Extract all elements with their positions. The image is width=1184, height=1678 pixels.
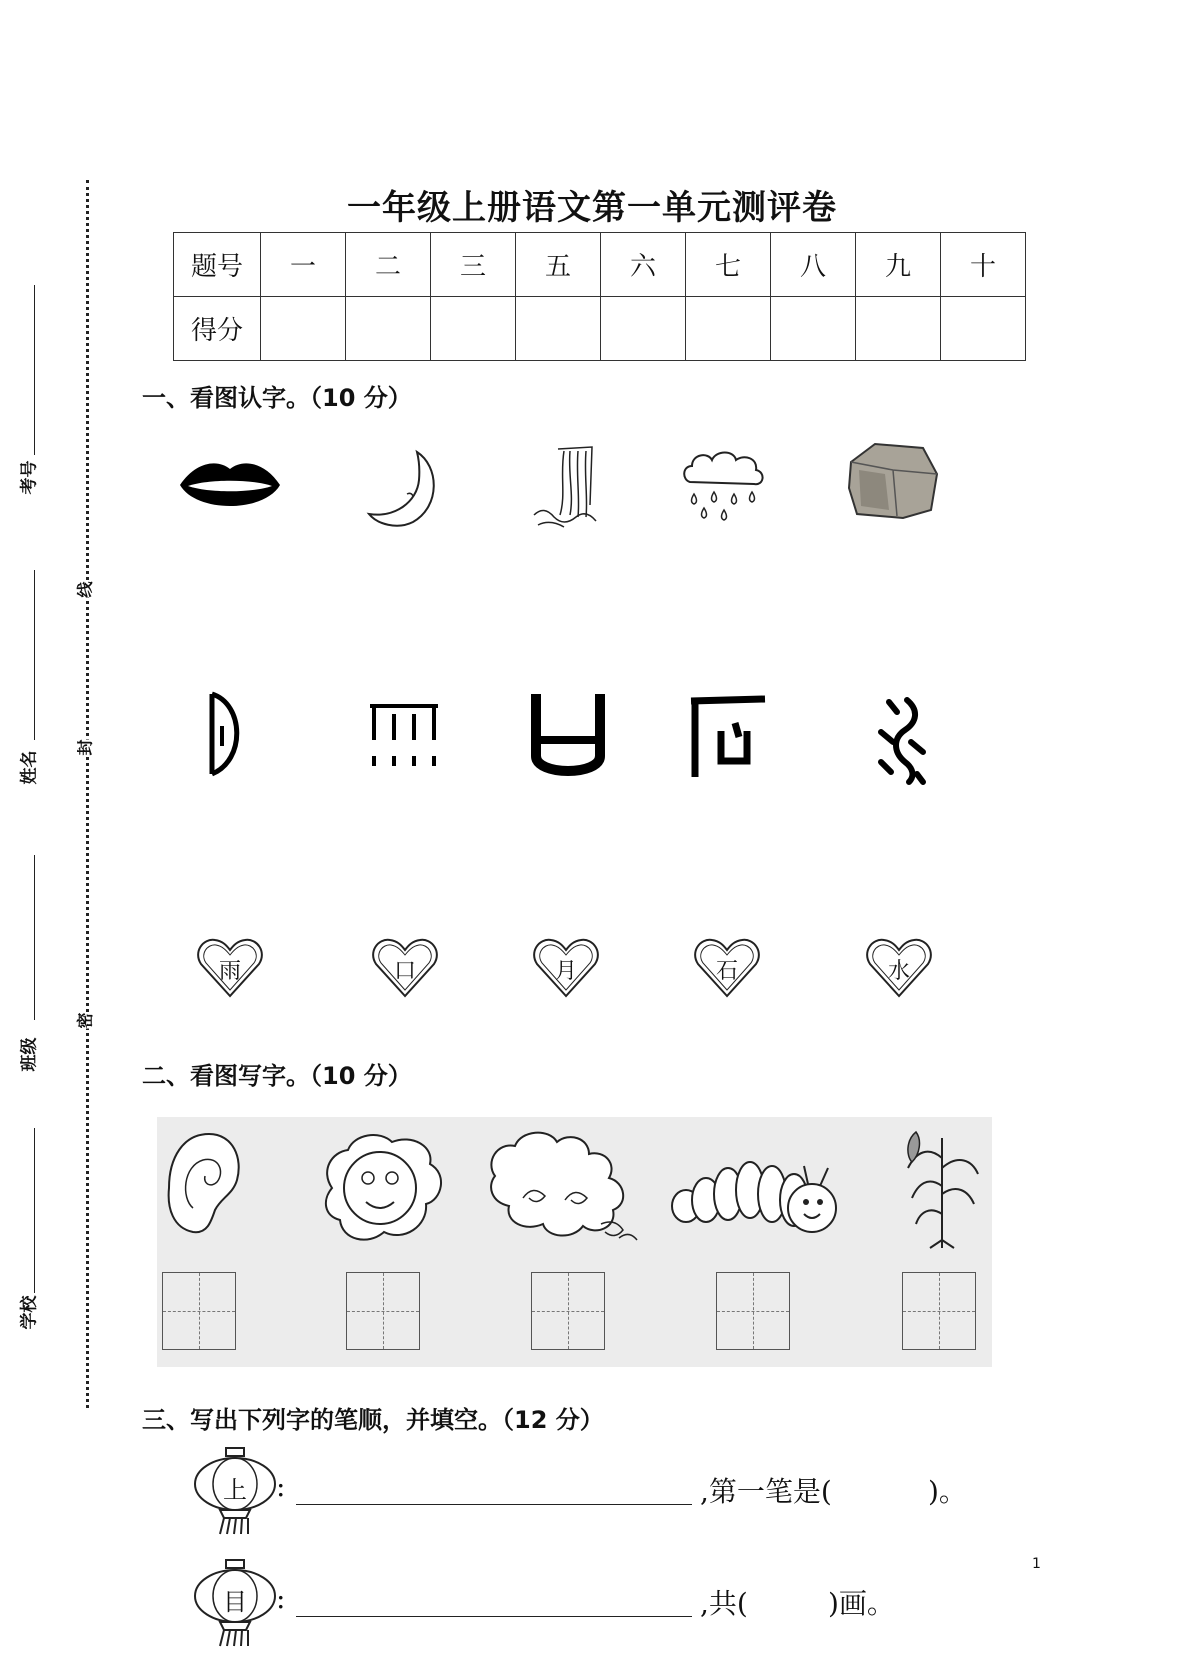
- colon: :: [276, 1582, 286, 1615]
- score-header-cell: 三: [431, 233, 516, 297]
- lantern-char: 上: [223, 1476, 247, 1504]
- heart-card-rain[interactable]: [197, 938, 263, 998]
- section3-heading: 三、写出下列字的笔顺，并填空。（12 分）: [142, 1406, 604, 1434]
- lantern-char: 目: [223, 1588, 247, 1616]
- score-header-cell: 二: [346, 233, 431, 297]
- score-header-cell: 九: [856, 233, 941, 297]
- heart-char: 雨: [218, 959, 241, 984]
- page-number: 1: [1032, 1556, 1041, 1572]
- heart-card-stone[interactable]: [694, 938, 760, 998]
- mouth-icon: [178, 455, 282, 519]
- name-line: [34, 570, 35, 740]
- score-header-cell: 五: [516, 233, 601, 297]
- score-row-label: 得分: [174, 297, 261, 361]
- writing-grid-box[interactable]: [716, 1272, 790, 1350]
- score-header-cell: 八: [771, 233, 856, 297]
- school-line: [34, 1128, 35, 1293]
- waterfall-icon: [530, 445, 602, 533]
- stone-glyph-icon: [685, 693, 769, 781]
- seal-char-seal: 封: [71, 739, 98, 755]
- score-table-header-row: [174, 233, 1026, 297]
- writing-grid-box[interactable]: [902, 1272, 976, 1350]
- seal-char-secret: 密: [71, 1012, 98, 1028]
- score-cell[interactable]: [431, 297, 516, 361]
- stroke-order-answer-line[interactable]: [296, 1482, 692, 1505]
- score-header-cell: 十: [941, 233, 1026, 297]
- exam-number-label: 考号: [19, 460, 40, 495]
- moon-icon: [365, 448, 447, 530]
- rice-plant-icon: [900, 1128, 984, 1250]
- question-prefix: ,第一笔是(: [700, 1475, 832, 1508]
- score-header-cell: 一: [261, 233, 346, 297]
- score-cell[interactable]: [686, 297, 771, 361]
- score-header-cell: 题号: [174, 233, 261, 297]
- heart-char: 月: [554, 959, 577, 984]
- heart-char: 口: [393, 959, 416, 984]
- seal-char-line: 线: [71, 581, 98, 597]
- score-cell[interactable]: [516, 297, 601, 361]
- moon-glyph-icon: [208, 690, 248, 778]
- heart-card-moon[interactable]: [533, 938, 599, 998]
- score-table: [173, 232, 1026, 361]
- section1-heading: 一、看图认字。（10 分）: [142, 384, 412, 412]
- class-label: 班级: [19, 1037, 40, 1072]
- score-header-cell: 六: [601, 233, 686, 297]
- score-cell[interactable]: [941, 297, 1026, 361]
- score-header-cell: 七: [686, 233, 771, 297]
- heart-card-water[interactable]: [866, 938, 932, 998]
- cloud-icon: [485, 1128, 653, 1250]
- seal-dotted-line: [86, 180, 89, 1408]
- score-cell[interactable]: [771, 297, 856, 361]
- score-cell[interactable]: [856, 297, 941, 361]
- mouth-glyph-icon: [530, 690, 606, 780]
- writing-grid-box[interactable]: [346, 1272, 420, 1350]
- question-suffix: )。: [928, 1475, 967, 1508]
- score-table-score-row: [174, 297, 1026, 361]
- exam-number-line: [34, 285, 35, 455]
- ear-icon: [163, 1128, 245, 1238]
- score-cell[interactable]: [261, 297, 346, 361]
- sun-icon: [318, 1130, 448, 1248]
- score-cell[interactable]: [601, 297, 686, 361]
- colon: :: [276, 1470, 286, 1503]
- name-label: 姓名: [19, 750, 40, 785]
- question-prefix: ,共(: [700, 1587, 748, 1620]
- heart-card-mouth[interactable]: [372, 938, 438, 998]
- heart-char: 石: [715, 959, 738, 984]
- class-line: [34, 855, 35, 1020]
- question-suffix: )画。: [828, 1587, 895, 1620]
- caterpillar-icon: [670, 1150, 842, 1240]
- score-cell[interactable]: [346, 297, 431, 361]
- page-title: 一年级上册语文第一单元测评卷: [347, 188, 837, 228]
- school-label: 学校: [19, 1295, 40, 1330]
- rock-icon: [845, 440, 941, 522]
- rain-glyph-icon: [368, 700, 440, 778]
- rain-cloud-icon: [680, 448, 766, 526]
- water-glyph-icon: [875, 696, 929, 786]
- section2-heading: 二、看图写字。（10 分）: [142, 1062, 412, 1090]
- heart-char: 水: [887, 959, 910, 984]
- writing-grid-box[interactable]: [531, 1272, 605, 1350]
- writing-grid-box[interactable]: [162, 1272, 236, 1350]
- stroke-order-answer-line[interactable]: [296, 1594, 692, 1617]
